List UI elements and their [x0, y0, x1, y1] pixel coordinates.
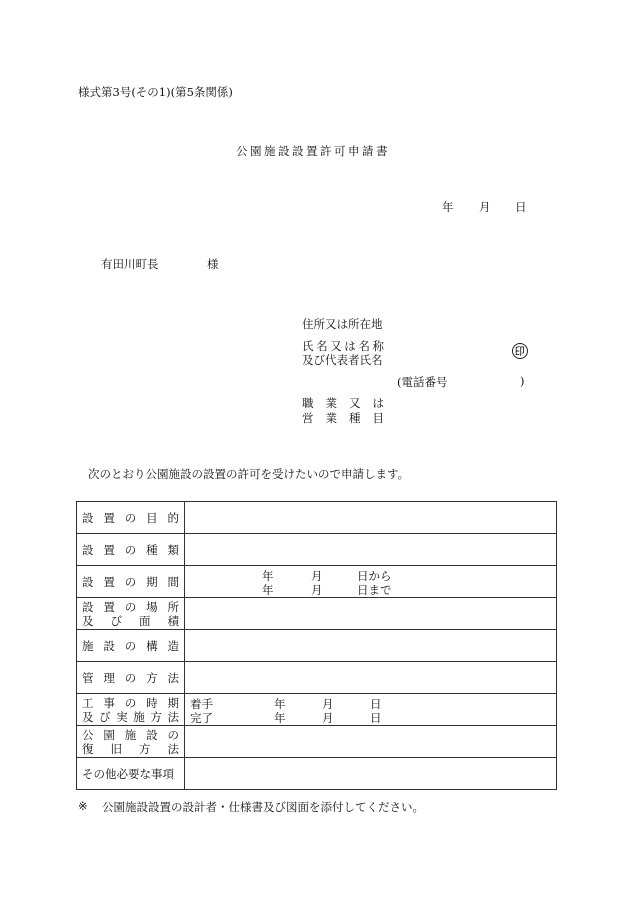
- document-title: 公園施設設置許可申請書: [236, 144, 390, 158]
- period-to-year: 年: [262, 583, 274, 597]
- value-other[interactable]: [185, 758, 557, 790]
- value-management[interactable]: [185, 662, 557, 694]
- row-construction: [77, 694, 557, 726]
- value-type[interactable]: [185, 534, 557, 566]
- date-year: 年: [442, 200, 454, 214]
- row-location: [77, 598, 557, 630]
- row-period: [77, 566, 557, 598]
- address-label: 住所又は所在地: [302, 317, 383, 331]
- period-from-day: 日から: [357, 569, 392, 583]
- label-restoration-line2: 復 旧 方 法: [82, 741, 179, 756]
- period-to-day: 日まで: [357, 583, 392, 597]
- phone-label: (電話番号: [397, 375, 448, 389]
- row-other: [77, 758, 557, 790]
- construction-end-day: 日: [370, 711, 382, 725]
- label-type: 設 置 の 種 類: [82, 542, 179, 557]
- date-day: 日: [515, 200, 527, 214]
- intro-text: 次のとおり公園施設の設置の許可を受けたいので申請します。: [88, 467, 410, 481]
- period-from-year: 年: [262, 569, 274, 583]
- construction-start-day: 日: [370, 697, 382, 711]
- addressee-suffix: 様: [207, 257, 219, 271]
- name-label-line2: 及び代表者氏名: [302, 353, 383, 367]
- construction-start-year: 年: [274, 697, 286, 711]
- note-mark: ※: [78, 799, 88, 813]
- phone-close: ): [520, 374, 525, 388]
- row-structure: [77, 630, 557, 662]
- row-type: [77, 534, 557, 566]
- period-from-month: 月: [311, 569, 323, 583]
- construction-end-month: 月: [322, 711, 334, 725]
- addressee-name: 有田川町長: [101, 257, 159, 271]
- row-purpose: [77, 502, 557, 534]
- label-restoration-line1: 公 園 施 設 の: [82, 727, 179, 742]
- value-purpose[interactable]: [185, 502, 557, 534]
- seal-mark: [512, 343, 528, 359]
- occupation-label-line1: 職 業 又 は: [302, 396, 384, 410]
- construction-start-month: 月: [322, 697, 334, 711]
- label-purpose: 設 置 の 目 的: [82, 510, 179, 525]
- label-location-line1: 設 置 の 場 所: [82, 599, 179, 614]
- construction-end-label: 完了: [190, 711, 213, 725]
- row-management: [77, 662, 557, 694]
- label-structure: 施 設 の 構 造: [82, 638, 179, 653]
- name-label-line1: 氏 名 又 は 名 称: [302, 339, 384, 353]
- note-text: 公園施設設置の設計者・仕様書及び図面を添付してください。: [102, 800, 424, 814]
- row-restoration: [77, 726, 557, 758]
- date-month: 月: [479, 200, 491, 214]
- value-restoration[interactable]: [185, 726, 557, 758]
- application-table: [76, 501, 557, 790]
- value-location[interactable]: [185, 598, 557, 630]
- label-location-line2: 及 び 面 積: [82, 613, 179, 628]
- label-construction-line2: 及 び 実 施 方 法: [82, 709, 179, 724]
- form-number: 様式第3号(その1)(第5条関係): [78, 85, 233, 99]
- label-other: その他必要な事項: [82, 766, 174, 781]
- occupation-label-line2: 営 業 種 目: [302, 411, 384, 425]
- value-construction[interactable]: [185, 694, 557, 726]
- label-management: 管 理 の 方 法: [82, 670, 179, 685]
- label-period: 設 置 の 期 間: [82, 574, 179, 589]
- construction-end-year: 年: [274, 711, 286, 725]
- value-period[interactable]: [185, 566, 557, 598]
- period-to-month: 月: [311, 583, 323, 597]
- label-construction-line1: 工 事 の 時 期: [82, 695, 179, 710]
- value-structure[interactable]: [185, 630, 557, 662]
- construction-start-label: 着手: [190, 697, 213, 711]
